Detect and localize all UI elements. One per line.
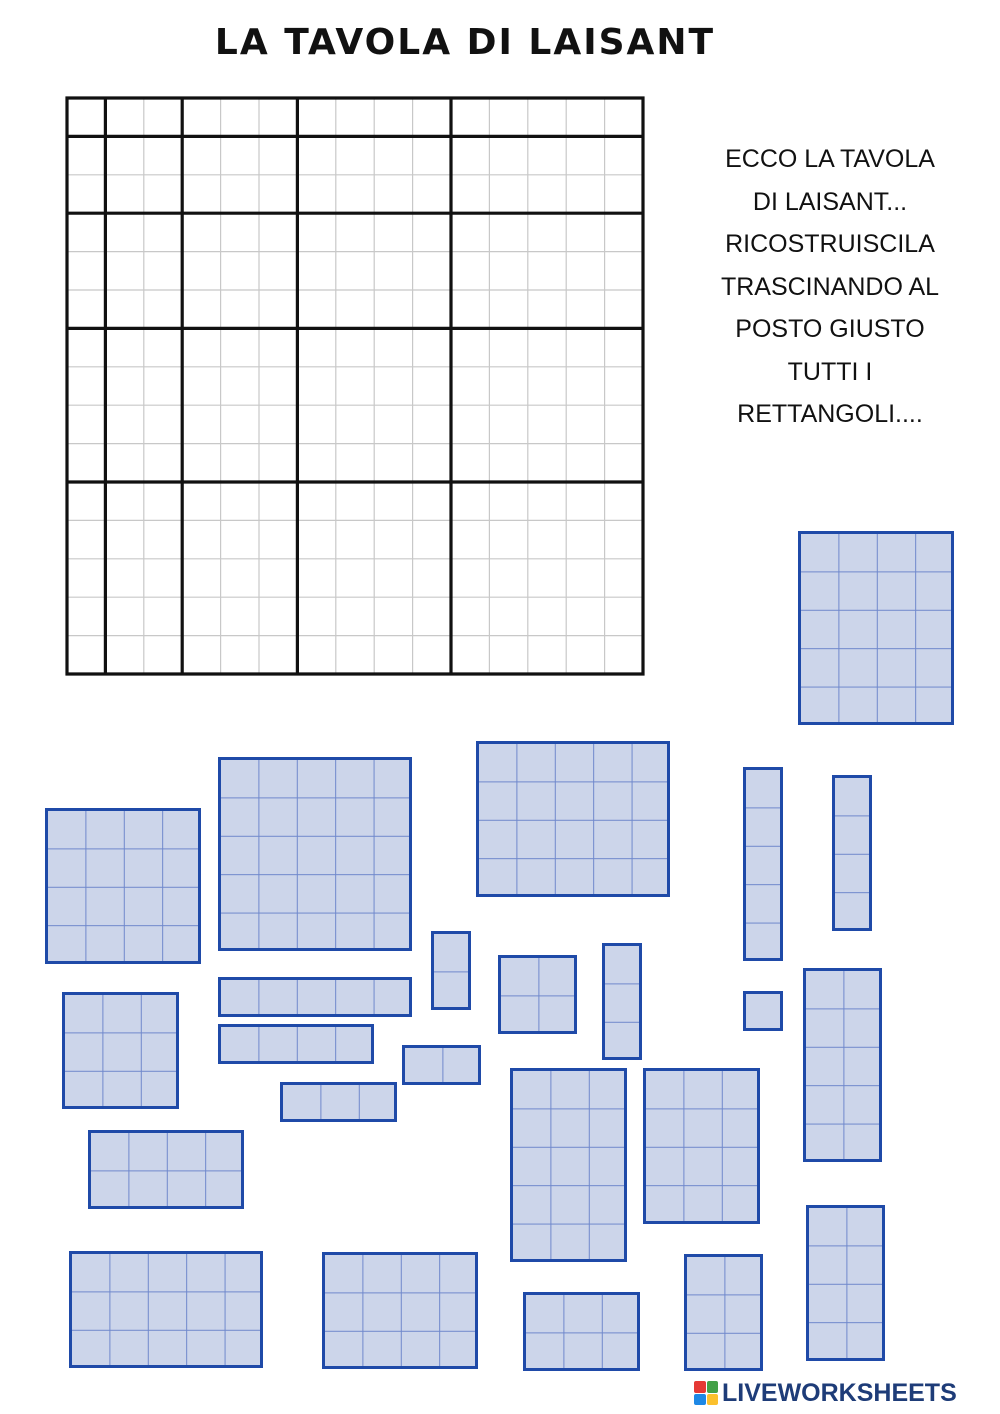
draggable-rectangle-5x5[interactable] [218, 757, 412, 951]
logo-text: LIVEWORKSHEETS [722, 1378, 957, 1407]
draggable-rectangle-4x3[interactable] [322, 1252, 478, 1369]
draggable-rectangle-4x4[interactable] [45, 808, 201, 964]
draggable-rectangle-4x5[interactable] [798, 531, 954, 725]
draggable-rectangle-1x2[interactable] [431, 931, 471, 1010]
page-title: LA TAVOLA DI LAISANT [214, 22, 716, 63]
draggable-rectangle-3x3[interactable] [62, 992, 179, 1109]
draggable-rectangle-2x1[interactable] [402, 1045, 481, 1085]
draggable-rectangle-5x4[interactable] [476, 741, 670, 897]
liveworksheets-logo [694, 1380, 957, 1406]
draggable-rectangle-5x3[interactable] [69, 1251, 263, 1368]
instruction-line: TUTTI I [787, 357, 873, 386]
instruction-line: POSTO GIUSTO [735, 315, 925, 343]
instructions-text [690, 138, 970, 436]
draggable-rectangle-3x4[interactable] [643, 1068, 760, 1224]
draggable-rectangle-4x2[interactable] [88, 1130, 244, 1209]
draggable-rectangle-1x5[interactable] [743, 767, 783, 961]
instruction-line: RETTANGOLI.... [737, 400, 923, 428]
draggable-rectangle-3x5[interactable] [510, 1068, 627, 1262]
draggable-rectangle-3x1[interactable] [280, 1082, 397, 1122]
draggable-rectangle-1x4[interactable] [832, 775, 872, 931]
draggable-rectangle-2x5[interactable] [803, 968, 882, 1162]
draggable-rectangle-1x3[interactable] [602, 943, 642, 1060]
draggable-rectangle-2x2[interactable] [498, 955, 577, 1034]
draggable-rectangle-2x4[interactable] [806, 1205, 885, 1361]
draggable-rectangle-4x1[interactable] [218, 1024, 374, 1064]
draggable-rectangle-5x1[interactable] [218, 977, 412, 1017]
instruction-line: ECCO LA TAVOLA [725, 145, 935, 173]
draggable-rectangle-2x3[interactable] [684, 1254, 763, 1371]
draggable-rectangle-1x1[interactable] [743, 991, 783, 1031]
instruction-line: TRASCINANDO AL [720, 272, 940, 301]
liveworksheets-logo-icon [694, 1381, 718, 1405]
instruction-line: RICOSTRUISCILA [725, 230, 935, 258]
instruction-line: DI LAISANT... [752, 187, 908, 216]
draggable-rectangle-3x2[interactable] [523, 1292, 640, 1371]
